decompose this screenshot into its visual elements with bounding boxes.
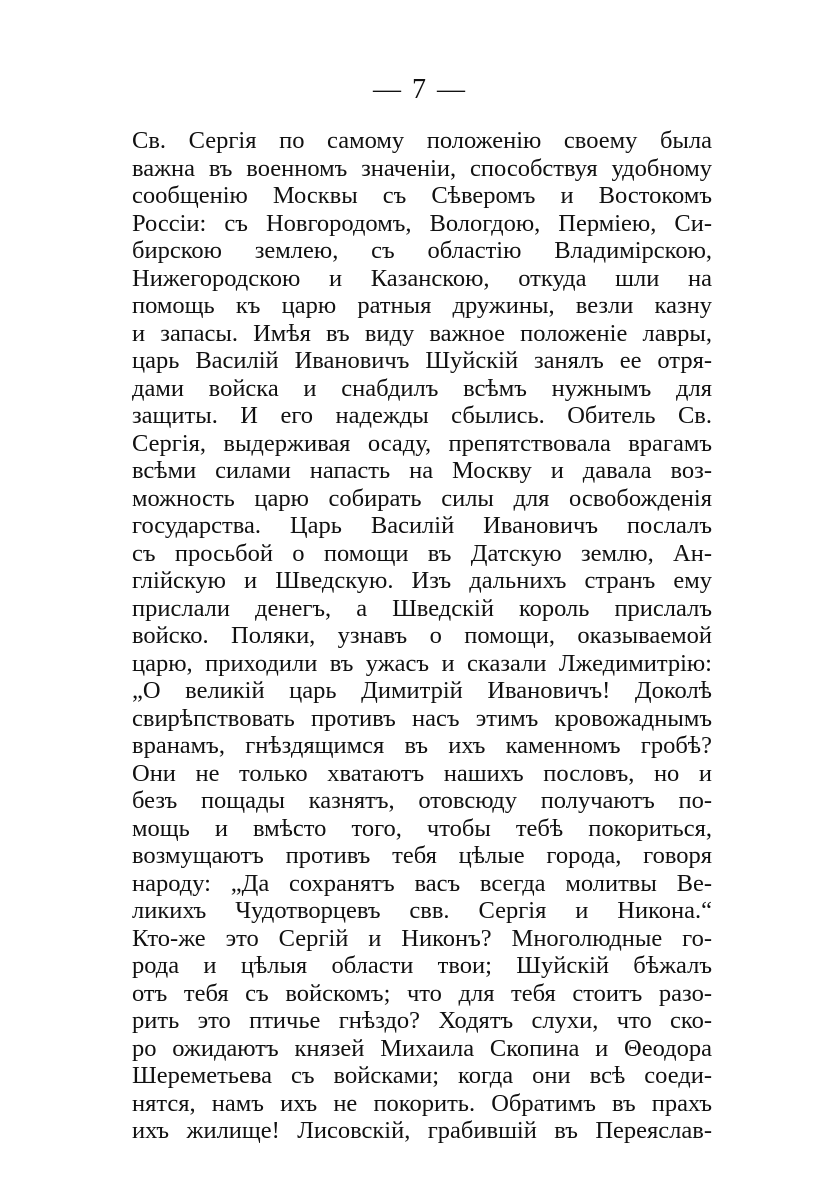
text-line: глійскую и Шведскую. Изъ дальнихъ странъ ему [132, 567, 712, 594]
text-line: Россіи: съ Новгородомъ, Вологдою, Перміею, Си- [132, 209, 712, 237]
text-line: можность царю собирать силы для освобожденія [132, 484, 712, 512]
text-line: Шереметьева съ войсками; когда они всѣ соеди- [132, 1062, 712, 1089]
text-line: Кто-же это Сергій и Никонъ? Многолюдные го- [132, 924, 712, 952]
text-line: прислали денегъ, а Шведскій король прислалъ [132, 594, 712, 622]
text-line: ро ожидаютъ князей Михаила Скопина и Θеодора [132, 1034, 712, 1062]
text-line: помощь къ царю ратныя дружины, везли казну [132, 292, 712, 319]
text-line: отъ тебя съ войскомъ; что для тебя стоитъ разо- [132, 979, 712, 1007]
text-line: царю, приходили въ ужасъ и сказали Лжедимитрію: [132, 649, 712, 677]
text-line: мощь и вмѣсто того, чтобы тебѣ покориться, [132, 814, 712, 842]
text-line: съ просьбой о помощи въ Датскую землю, Ан- [132, 539, 712, 567]
text-line: нятся, намъ ихъ не покорить. Обратимъ въ прахъ [132, 1089, 712, 1117]
text-line: вранамъ, гнѣздящимся въ ихъ каменномъ гробѣ? [132, 732, 712, 759]
text-line: важна въ военномъ значеніи, способствуя удобному [132, 154, 712, 182]
text-line: рить это птичье гнѣздо? Ходятъ слухи, что ско- [132, 1007, 712, 1034]
text-line: войско. Поляки, узнавъ о помощи, оказываемой [132, 622, 712, 649]
text-line: ликихъ Чудотворцевъ свв. Сергія и Никона.“ [132, 897, 712, 924]
text-line: царь Василій Ивановичъ Шуйскій занялъ ее отря- [132, 347, 712, 374]
text-line: „О великій царь Димитрій Ивановичъ! Доколѣ [132, 677, 712, 704]
text-line: безъ пощады казнятъ, отовсюду получаютъ по- [132, 787, 712, 814]
text-line: народу: „Да сохранятъ васъ всегда молитвы Ве- [132, 869, 712, 897]
text-line: Нижегородскою и Казанскою, откуда шли на [132, 264, 712, 292]
body-text [132, 127, 712, 1145]
text-line: государства. Царь Василій Ивановичъ послалъ [132, 512, 712, 539]
text-line: возмущаютъ противъ тебя цѣлые города, говоря [132, 842, 712, 869]
text-line: сообщенію Москвы съ Сѣверомъ и Востокомъ [132, 182, 712, 209]
text-line: Св. Сергія по самому положенію своему была [132, 127, 712, 154]
text-line: всѣми силами напасть на Москву и давала воз- [132, 457, 712, 484]
text-line: Сергія, выдерживая осаду, препятствовала врагамъ [132, 429, 712, 457]
text-line: и запасы. Имѣя въ виду важное положеніе лавры, [132, 319, 712, 347]
text-line: дами войска и снабдилъ всѣмъ нужнымъ для [132, 374, 712, 402]
text-line: бирскою землею, съ областію Владимірскою, [132, 237, 712, 264]
text-line: ихъ жилище! Лисовскій, грабившій въ Переяслав- [132, 1117, 712, 1144]
text-line: рода и цѣлыя области твои; Шуйскій бѣжалъ [132, 952, 712, 979]
text-line: защиты. И его надежды сбылись. Обитель Св. [132, 402, 712, 429]
text-line: Они не только хватаютъ нашихъ пословъ, но и [132, 759, 712, 787]
page-number: — 7 — [373, 74, 467, 105]
text-line: свирѣпствовать противъ насъ этимъ кровожаднымъ [132, 704, 712, 732]
